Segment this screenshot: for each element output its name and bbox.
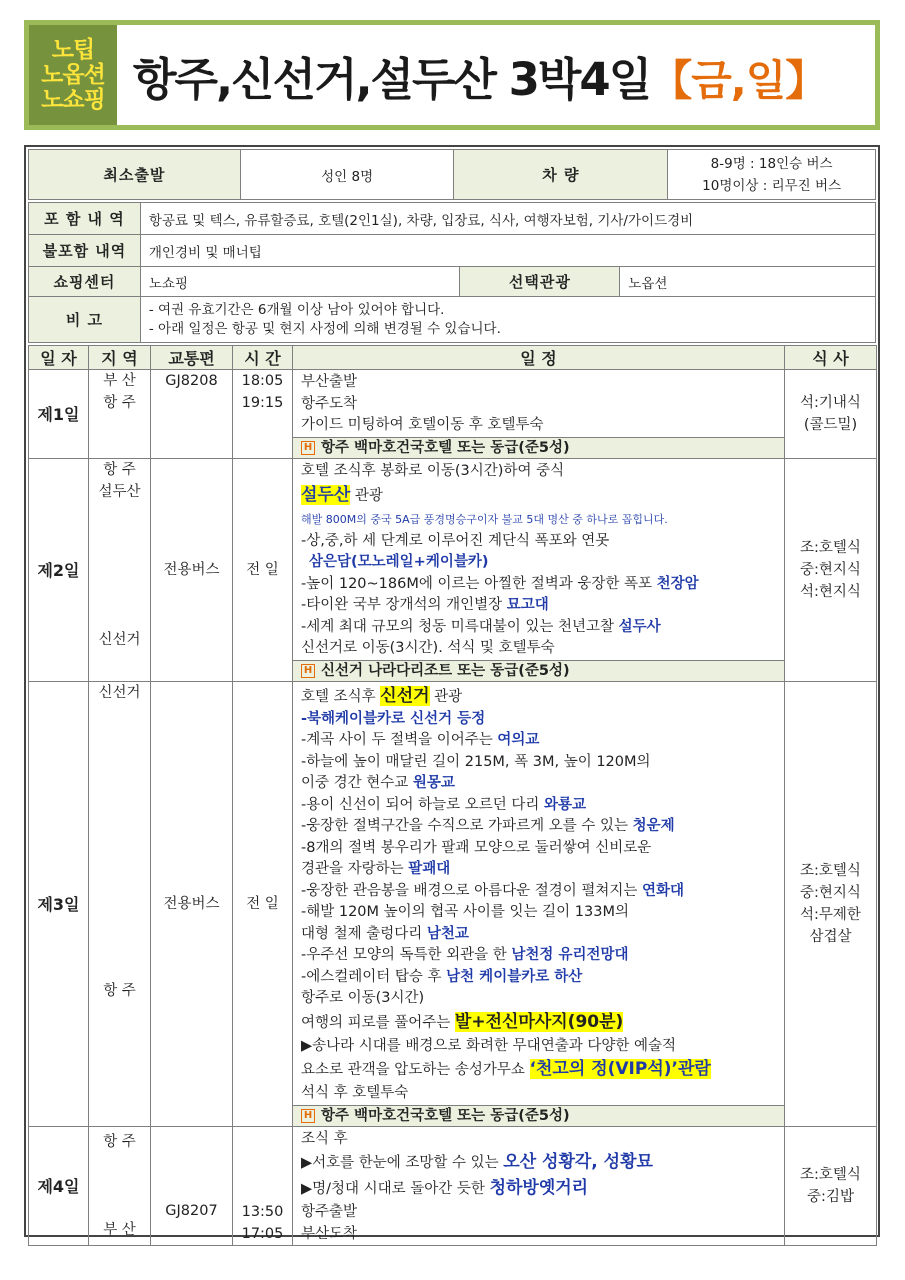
col-transport: 교통편 [151,346,233,370]
schedule-text: ▶명/청대 시대로 돌아간 듯한 [301,1181,490,1197]
highlight-text: 발+전신마사지(90분) [454,1011,624,1032]
day-row-2 [29,458,877,681]
meal-1: 조:호텔식 [800,1166,861,1183]
region-2: 항 주 [103,982,136,999]
option-label: 선택관광 [460,267,620,297]
time-2: 19:15 [241,395,284,411]
header-banner [24,20,880,130]
region-2: 설두산 [98,483,141,500]
time-cell [233,370,293,459]
schedule-line [301,859,784,881]
info-row-included [29,203,876,235]
attraction-name: 원몽교 [412,775,455,791]
note-1: - 여권 유효기간은 6개월 이상 남아 있어야 합니다. [148,301,445,318]
meal-cell [785,370,877,459]
schedule-line [301,482,784,509]
info-table-2 [28,202,876,343]
attraction-name: 천장암 [656,575,699,592]
schedule-line: 항주출발 [301,1204,358,1220]
schedule-line [301,1010,784,1036]
region-cell [89,681,151,1126]
attraction-name: 청운제 [632,818,675,834]
transport-cell: GJ8207 [151,1126,233,1246]
shopping-value: 노쇼핑 [140,267,460,297]
schedule-line [301,552,784,574]
schedule-text: ▶서호를 한눈에 조망할 수 있는 [301,1155,504,1171]
info-row-departure [29,150,876,200]
meal-2: 중:김밥 [807,1188,854,1205]
attraction-name: 남천 케이블카로 하산 [446,968,583,985]
schedule-line: -하늘에 높이 매달린 길이 215M, 폭 3M, 높이 120M의 [301,753,651,770]
schedule-line: 해발 800M의 중국 5A급 풍경명승구이자 불교 5대 명산 중 하나로 꼽힙니다. [301,513,668,526]
hotel-icon: H [301,664,315,678]
vehicle-value-1: 8-9명 : 18인승 버스 [710,155,833,172]
min-departure-value: 성인 8명 [240,150,454,200]
hotel-icon: H [301,1109,315,1123]
col-region: 지 역 [89,346,151,370]
schedule-line: 항주도착 [301,395,358,412]
meal-1: 조:호텔식 [800,862,861,879]
schedule-line [301,816,784,838]
region-1: 신선거 [98,684,141,701]
schedule-line: 호텔 조식후 봉화로 이동(3시간)하여 중식 [301,462,565,479]
note-label: 비 고 [29,297,141,343]
schedule-cell [293,681,785,1126]
title-days: 【금,일】 [650,56,827,105]
day-row-1 [29,370,877,459]
schedule-line: ▶송나라 시대를 배경으로 화려한 무대연출과 다양한 예술적 [301,1037,676,1054]
schedule-line [301,945,784,967]
schedule-line [301,617,784,639]
attraction-name: 오산 성황각, 성황묘 [503,1152,653,1172]
attraction-name: 팔괘대 [408,861,451,877]
meal-4: 삼겹살 [809,928,852,945]
meal-1: 조:호텔식 [800,539,861,556]
region-cell [89,458,151,681]
attraction-name: 청하방옛거리 [489,1178,589,1198]
logo-line-3: 노쇼핑 [41,86,105,113]
highlight-text: ‘천고의 정(VIP석)’관람 [529,1059,711,1079]
min-departure-label: 최소출발 [29,150,241,200]
col-schedule: 일 정 [293,346,785,370]
schedule-line [301,1150,784,1176]
time-1: 13:50 [241,1204,284,1220]
meal-2: (콜드밀) [803,416,858,433]
hotel-name: 항주 백마호건국호텔 또는 동급(준5성) [321,439,570,456]
transport-cell: GJ8208 [151,370,233,459]
region-cell [89,1126,151,1246]
schedule-text: -세계 최대 규모의 청동 미륵대불이 있는 천년고찰 [301,618,619,635]
schedule-text: 경관을 자랑하는 [301,861,409,877]
hotel-name: 신선거 나라다리조트 또는 동급(준5성) [321,662,570,679]
info-row-excluded [29,235,876,267]
logo-line-2: 노옵션 [41,61,105,88]
schedule-line: -8개의 절벽 봉우리가 팔괘 모양으로 둘러쌓여 신비로운 [301,839,652,856]
transport-cell: 전용버스 [151,681,233,1126]
itinerary-frame [24,145,880,1242]
schedule-line: -해발 120M 높이의 협곡 사이를 잇는 길이 133M의 [301,904,629,920]
schedule-line [301,795,784,817]
schedule-line: 신선거로 이동(3시간). 석식 및 호텔투숙 [301,640,555,656]
hotel-name: 항주 백마호건국호텔 또는 동급(준5성) [321,1107,570,1124]
schedule-line [301,574,784,596]
info-table [28,149,876,200]
excluded-value: 개인경비 및 매너팁 [140,235,875,267]
time-1: 18:05 [241,373,284,389]
schedule-text: -용이 신선이 되어 하늘로 오르던 다리 [301,796,544,813]
attraction-name: 연화대 [642,882,685,899]
region-1: 항 주 [103,1133,136,1150]
schedule-line: 석식 후 호텔투숙 [301,1085,409,1101]
schedule-text: -에스컬레이터 탑승 후 [301,968,447,985]
region-1: 부 산 [103,373,136,389]
day-label: 제2일 [29,458,89,681]
option-value: 노옵션 [620,267,876,297]
schedule-text: 대형 철제 출렁다리 [301,925,427,942]
col-date: 일 자 [29,346,89,370]
schedule-text: 호텔 조식후 [301,688,381,705]
schedule-line [301,924,784,946]
attraction-name: 남천교 [426,925,469,942]
vehicle-value-2: 10명이상 : 리무진 버스 [702,177,842,194]
shopping-label: 쇼핑센터 [29,267,141,297]
attraction-name: 설두사 [618,618,661,635]
col-time: 시 간 [233,346,293,370]
schedule-line: 가이드 미팅하여 호텔이동 후 호텔투숙 [301,417,544,433]
time-cell: 전 일 [233,458,293,681]
schedule-text: -우주선 모양의 독특한 외관을 한 [301,947,512,963]
schedule-line: -상,중,하 세 단계로 이루어진 계단식 폭포와 연못 [301,532,610,549]
schedule-line: 항주로 이동(3시간) [301,990,425,1006]
time-cell [233,1126,293,1246]
included-value: 항공료 및 텍스, 유류할증료, 호텔(2인1실), 차량, 입장료, 식사, 여행자보험, 기사/가이드경비 [140,203,875,235]
logo-line-1: 노팁 [51,36,95,63]
region-3: 신선거 [98,631,141,648]
region-1: 항 주 [103,461,136,478]
hotel-icon: H [301,441,315,455]
logo [29,25,117,125]
schedule-text: 이중 경간 현수교 [301,775,413,791]
day-row-3 [29,681,877,1126]
meal-3: 석:무제한 [800,906,861,923]
schedule-line [301,1176,784,1202]
attraction-name: 남천정 유리전망대 [511,947,629,963]
schedule-line [301,730,784,752]
col-meal: 식 사 [785,346,877,370]
transport-cell: 전용버스 [151,458,233,681]
attraction-name: 묘고대 [506,597,549,613]
page-title [133,43,826,108]
note-value [140,297,875,343]
schedule-text: 관광 [350,488,383,504]
schedule-line [301,881,784,903]
highlight-text: 신선거 [380,685,430,706]
schedule-line: 조식 후 [301,1130,348,1147]
schedule-line: 부산출발 [301,374,358,390]
schedule-cell [293,370,785,459]
schedule-text: 여행의 피로를 풀어주는 [301,1014,455,1031]
day-row-4 [29,1126,877,1246]
schedule-text: 요소로 관객을 압도하는 송성가무쇼 [301,1062,530,1078]
schedule-cell [293,1126,785,1246]
schedule-text: -높이 120~186M에 이르는 아찔한 절벽과 웅장한 폭포 [301,575,657,592]
title-text: 항주,신선거,설두산 3박4일 [133,53,651,106]
meal-1: 석:기내식 [800,394,861,411]
itinerary-table [28,345,877,1246]
hotel-line [293,1105,784,1126]
schedule-text: -웅장한 관음봉을 배경으로 아름다운 절경이 펼쳐지는 [301,882,643,899]
meal-3: 석:현지식 [800,583,861,600]
day-label: 제4일 [29,1126,89,1246]
meal-2: 중:현지식 [800,884,861,901]
time-2: 17:05 [241,1226,284,1242]
schedule-cell [293,458,785,681]
attraction-name: 삼은담(모노레일+케이블카) [309,554,489,570]
schedule-text: -계곡 사이 두 절벽을 이어주는 [301,732,498,748]
schedule-line [301,773,784,795]
schedule-line [301,684,784,709]
excluded-label: 불포함 내역 [29,235,141,267]
schedule-line: -북해케이블카로 신선거 등정 [301,710,486,727]
time-cell: 전 일 [233,681,293,1126]
day-label: 제1일 [29,370,89,459]
meal-2: 중:현지식 [800,561,861,578]
schedule-text: -웅장한 절벽구간을 수직으로 가파르게 오를 수 있는 [301,818,633,834]
schedule-line [301,1057,784,1083]
highlight-text: 설두산 [301,485,351,505]
schedule-line [301,967,784,989]
region-2: 항 주 [103,395,136,411]
hotel-line [293,437,784,458]
meal-cell [785,1126,877,1246]
info-row-shopping [29,267,876,297]
meal-cell [785,681,877,1126]
attraction-name: 와룡교 [544,796,587,813]
schedule-text: -타이완 국부 장개석의 개인별장 [301,597,507,613]
note-2: - 아래 일정은 항공 및 현지 사정에 의해 변경될 수 있습니다. [148,320,501,337]
vehicle-value [668,150,876,200]
attraction-name: 여의교 [497,732,540,748]
itinerary-header-row [29,346,877,370]
region-2: 부 산 [103,1221,136,1238]
included-label: 포 함 내 역 [29,203,141,235]
day-label: 제3일 [29,681,89,1126]
vehicle-label: 차 량 [454,150,668,200]
hotel-line [293,660,784,681]
info-row-note [29,297,876,343]
schedule-text: 관광 [429,688,463,705]
meal-cell [785,458,877,681]
schedule-line: 부산도착 [301,1225,358,1242]
schedule-line [301,595,784,617]
region-cell [89,370,151,459]
